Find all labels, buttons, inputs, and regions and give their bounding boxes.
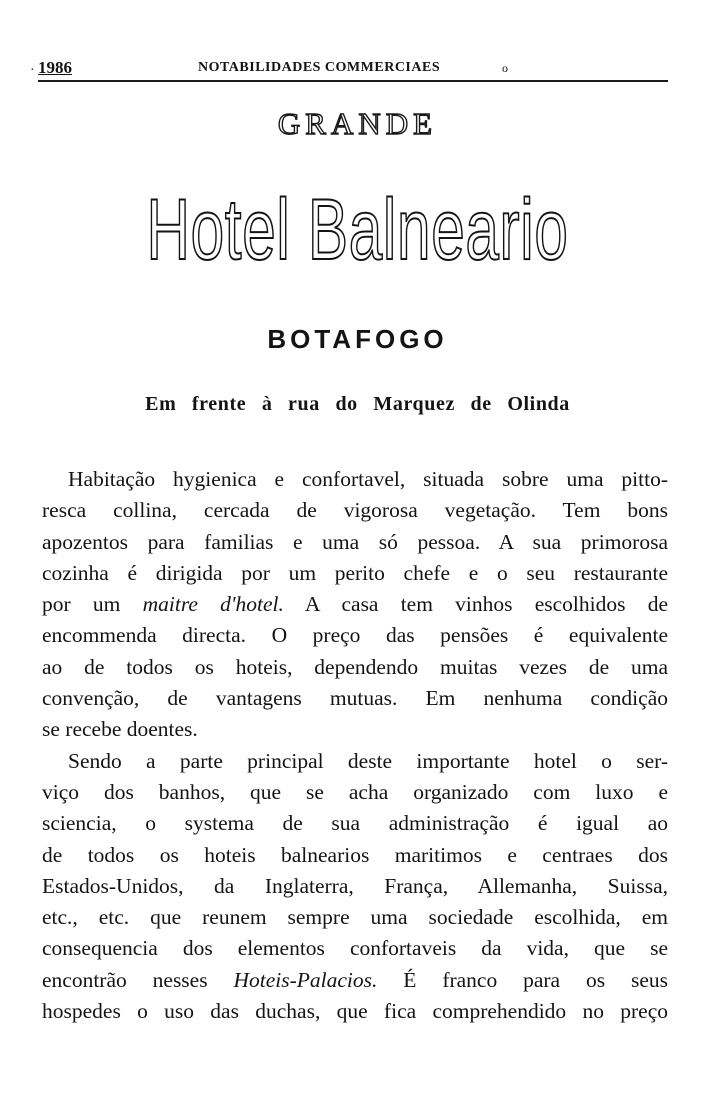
paragraph2-line: Estados-Unidos, da Inglaterra, França, Allemanha, Suissa, bbox=[42, 873, 668, 898]
page-header bbox=[30, 56, 668, 82]
address-subtitle: Em frente à rua do Marquez de Olinda bbox=[145, 393, 570, 415]
page-number: 1986 bbox=[38, 58, 72, 77]
paragraph2-line-part: É franco para os seus bbox=[403, 967, 669, 992]
district-name: BOTAFOGO bbox=[267, 324, 448, 354]
paragraph1-line: cozinha é dirigida por um perito chefe e o seu restaurante bbox=[42, 560, 668, 585]
paragraph1-line: Habitação hygienica e confortavel, situada sobre uma pitto- bbox=[68, 467, 668, 491]
advert-heading-grande: GRANDE bbox=[277, 106, 438, 141]
paragraph2-line: consequencia dos elementos confortaveis da vida, que se bbox=[42, 936, 668, 961]
paragraph2-line: viço dos banhos, que se acha organizado com luxo e bbox=[42, 779, 668, 804]
italic-term-hoteis-palacios: Hoteis-Palacios. bbox=[233, 967, 378, 992]
paragraph1-line-part: A casa tem vinhos escolhidos de bbox=[304, 592, 668, 617]
paragraph1-line-mixed bbox=[42, 589, 668, 620]
paragraph1-line-part: por um bbox=[42, 592, 121, 617]
advert-body bbox=[42, 464, 668, 1027]
paragraph2-line: hospedes o uso das duchas, que fica comprehendido no preço bbox=[42, 999, 668, 1024]
paragraph2-line: etc., etc. que reunem sempre uma sociedade escolhida, em bbox=[42, 905, 668, 930]
running-title: NOTABILIDADES COMMERCIAES bbox=[198, 60, 441, 75]
paragraph2-line: sciencia, o systema de sua administração é igual ao bbox=[42, 811, 668, 836]
paragraph2-line: de todos os hoteis balnearios maritimos e centraes dos bbox=[42, 842, 668, 867]
paragraph1-line: apozentos para familias e uma só pessoa. A sua primorosa bbox=[42, 529, 668, 554]
paragraph2-line-part: encontrão nesses bbox=[42, 967, 208, 992]
paragraph2-line-mixed bbox=[42, 965, 668, 996]
paragraph1-line: resca collina, cercada de vigorosa vegetação. Tem bons bbox=[42, 498, 668, 523]
hotel-name: Hotel Balneario bbox=[146, 182, 569, 278]
margin-mark: · bbox=[30, 63, 35, 78]
paragraph2-line: Sendo a parte principal deste importante hotel o ser- bbox=[68, 748, 668, 773]
paragraph1-line: encommenda directa. O preço das pensões é equivalente bbox=[42, 623, 668, 648]
paragraph1-line: ao de todos os hoteis, dependendo muitas vezes de uma bbox=[42, 654, 668, 679]
running-title-mark: o bbox=[502, 61, 508, 75]
paragraph1-line: se recebe doentes. bbox=[42, 717, 198, 742]
italic-term-maitre-dhotel: maitre d'hotel. bbox=[142, 592, 284, 617]
paragraph1-line: convenção, de vantagens mutuas. Em nenhuma condição bbox=[42, 686, 668, 711]
